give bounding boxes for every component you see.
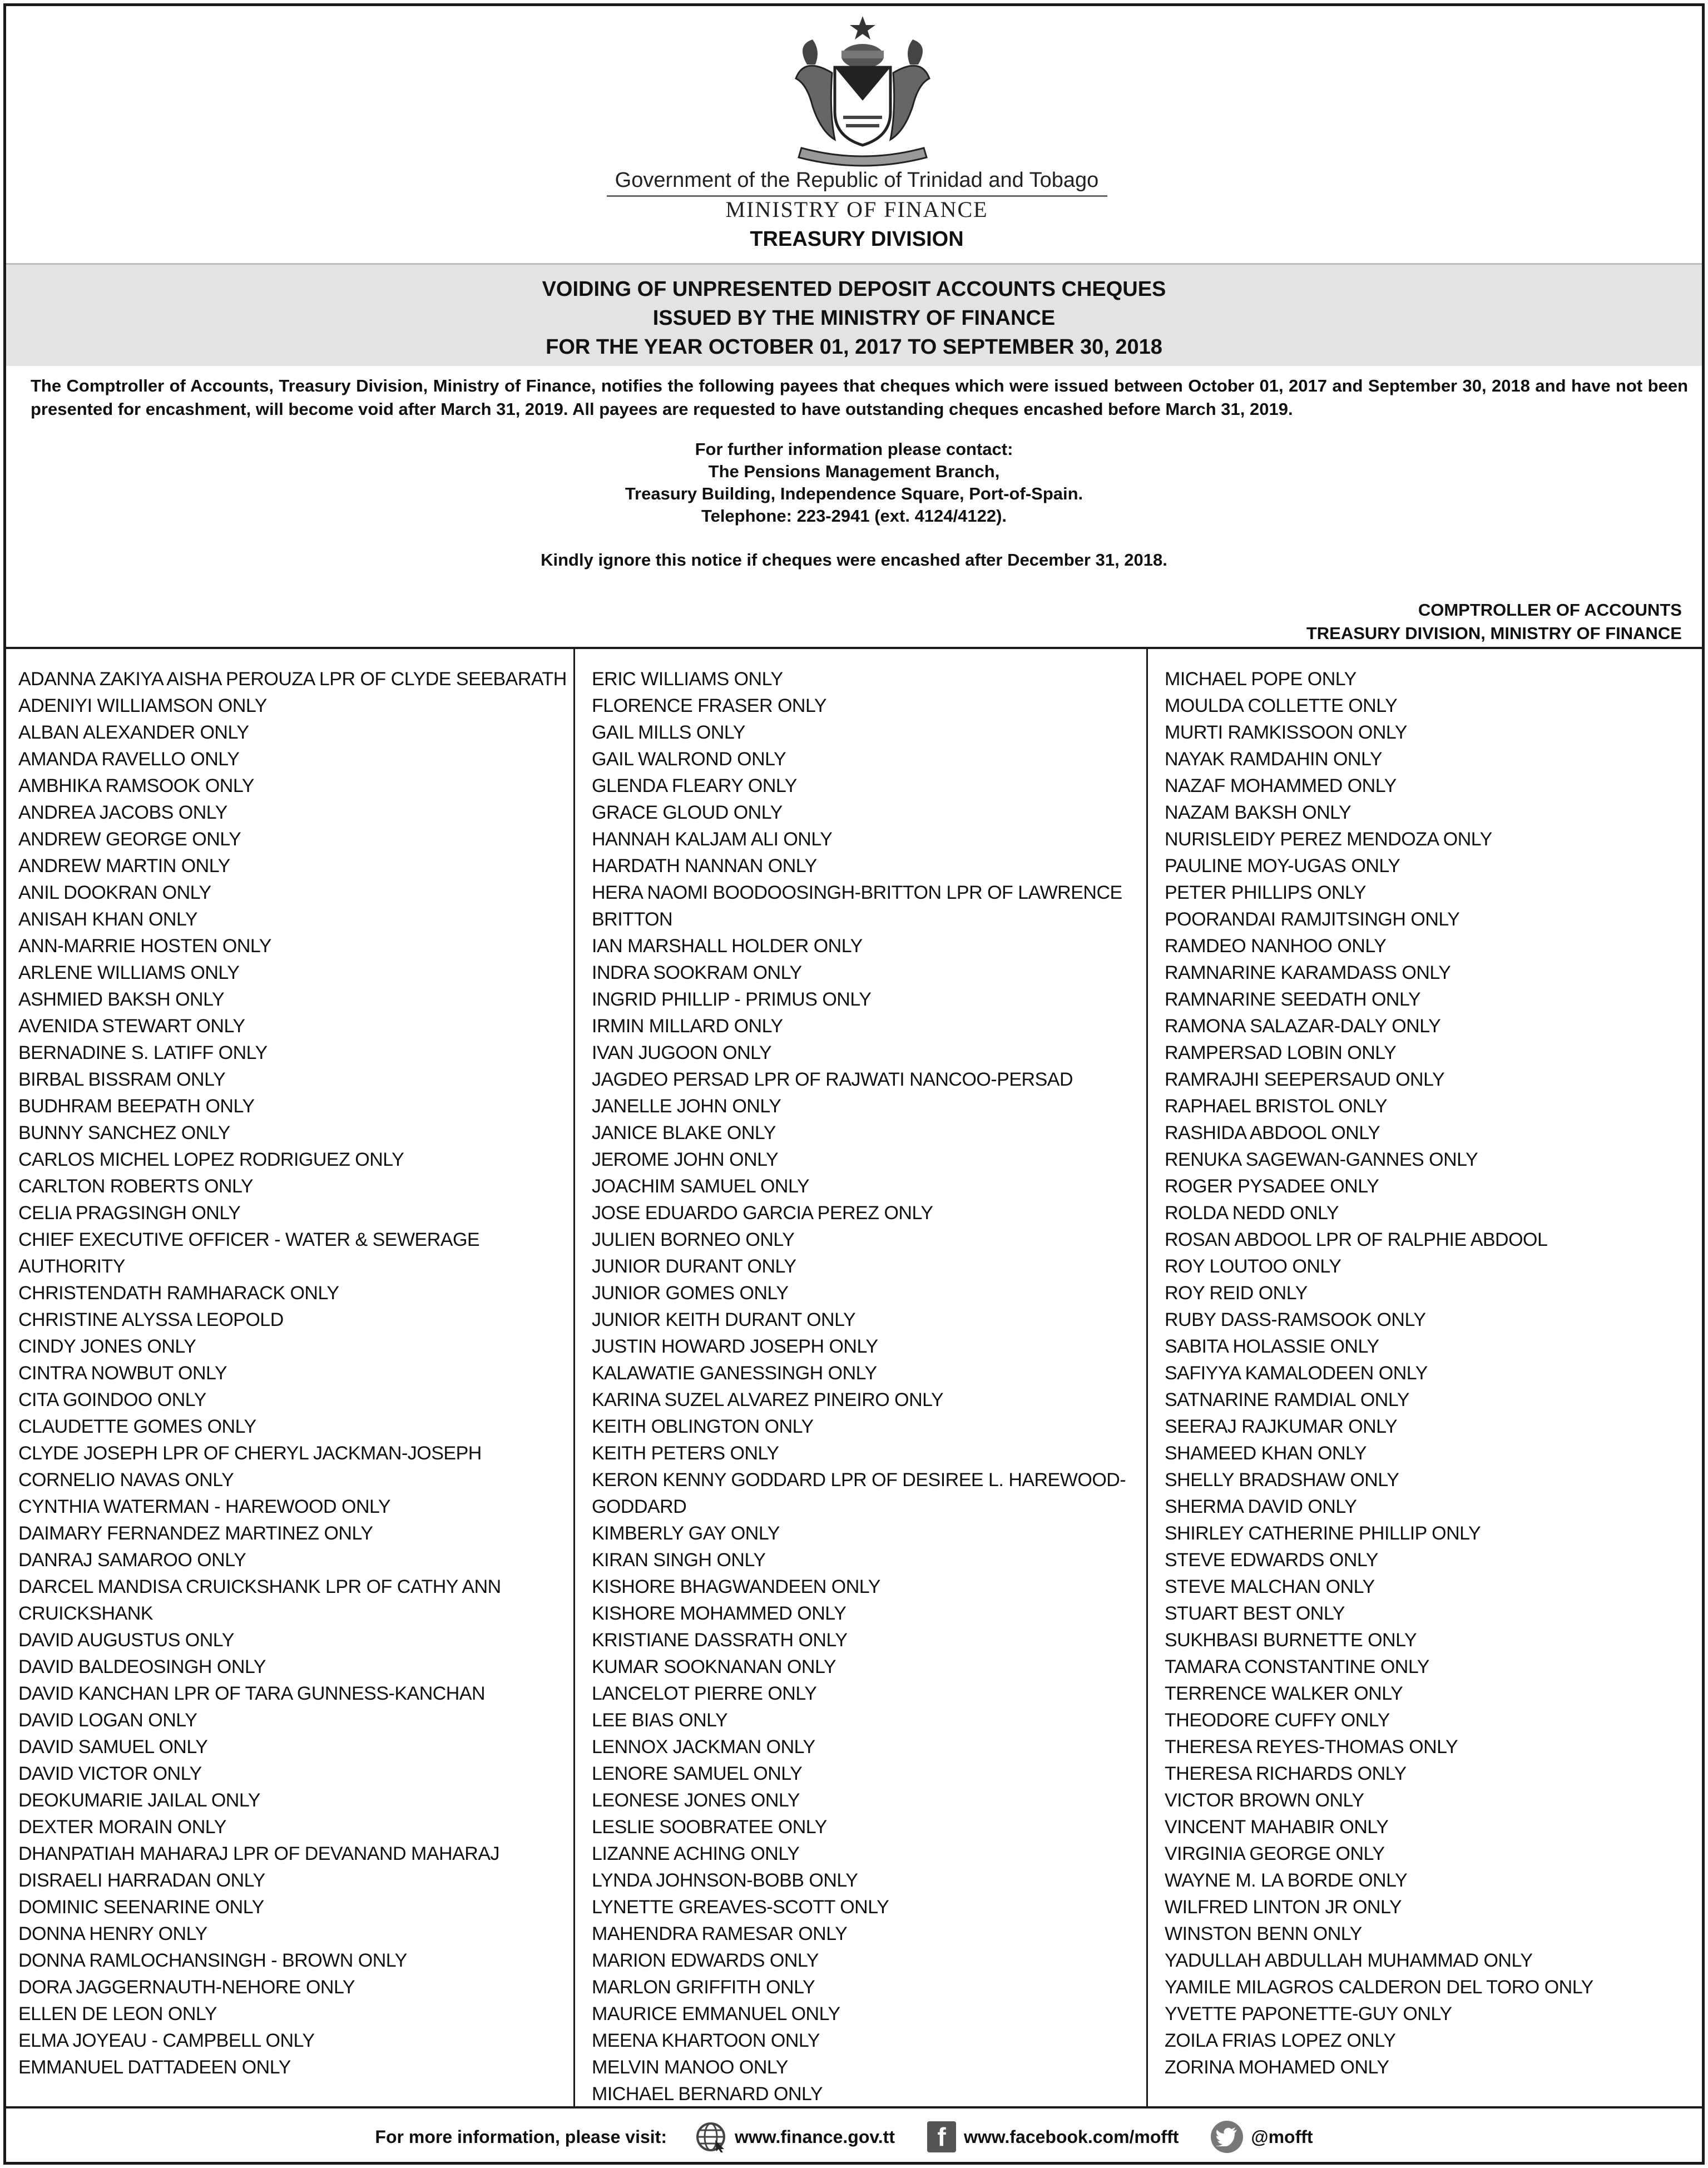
payee-name: MAURICE EMMANUEL ONLY bbox=[592, 2003, 840, 2025]
payee-name: KIRAN SINGH ONLY bbox=[592, 1550, 766, 1571]
payee-name: ERIC WILLIAMS ONLY bbox=[592, 669, 783, 690]
payee-name: YVETTE PAPONETTE-GUY ONLY bbox=[1165, 2003, 1452, 2025]
payee-name: STEVE MALCHAN ONLY bbox=[1165, 1576, 1375, 1597]
payee-name: NAZAF MOHAMMED ONLY bbox=[1165, 775, 1397, 796]
payee-name: SHAMEED KHAN ONLY bbox=[1165, 1443, 1367, 1464]
footer bbox=[6, 2112, 1702, 2162]
payee-name: ROY LOUTOO ONLY bbox=[1165, 1256, 1341, 1277]
payee-name: FLORENCE FRASER ONLY bbox=[592, 695, 827, 716]
payee-name: VICTOR BROWN ONLY bbox=[1165, 1790, 1364, 1811]
payee-name: THEODORE CUFFY ONLY bbox=[1165, 1710, 1390, 1731]
payee-name: ANDREW GEORGE ONLY bbox=[18, 829, 241, 850]
payee-name: RAMRAJHI SEEPERSAUD ONLY bbox=[1165, 1069, 1445, 1090]
payee-name: JULIEN BORNEO ONLY bbox=[592, 1229, 795, 1250]
payee-name: NURISLEIDY PEREZ MENDOZA ONLY bbox=[1165, 829, 1492, 850]
payee-name: ROLDA NEDD ONLY bbox=[1165, 1202, 1339, 1224]
payee-name: PETER PHILLIPS ONLY bbox=[1165, 882, 1367, 903]
payee-name: JAGDEO PERSAD LPR OF RAJWATI NANCOO-PERSAD bbox=[592, 1069, 1073, 1090]
payee-name: YADULLAH ABDULLAH MUHAMMAD ONLY bbox=[1165, 1950, 1533, 1971]
payee-name: KEITH PETERS ONLY bbox=[592, 1443, 779, 1464]
government-name: Government of the Republic of Trinidad and Tobago bbox=[615, 169, 1099, 192]
contact-line-4: Telephone: 223-2941 (ext. 4124/4122). bbox=[701, 506, 1007, 526]
payee-name: GRACE GLOUD ONLY bbox=[592, 802, 783, 823]
payee-name: DORA JAGGERNAUTH-NEHORE ONLY bbox=[18, 1977, 355, 1998]
ministry-name: MINISTRY OF FINANCE bbox=[725, 197, 988, 222]
payee-name: DONNA RAMLOCHANSINGH - BROWN ONLY bbox=[18, 1950, 407, 1971]
payee-name: DEOKUMARIE JAILAL ONLY bbox=[18, 1790, 260, 1811]
payee-name: WAYNE M. LA BORDE ONLY bbox=[1165, 1870, 1408, 1891]
payee-name: JOSE EDUARDO GARCIA PEREZ ONLY bbox=[592, 1202, 933, 1224]
intro-paragraph: The Comptroller of Accounts, Treasury Division, Ministry of Finance, notifies the following payees that cheques which were issued between October 01, 2017 and September 30, 2018 and have not been presented for encashment, will become void after March 31, 2019. All payees are requested to have outstanding cheques encashed before March 31, 2019. bbox=[31, 376, 1688, 419]
payee-name: JUNIOR KEITH DURANT ONLY bbox=[592, 1309, 856, 1330]
signature-line-1: COMPTROLLER OF ACCOUNTS bbox=[1418, 600, 1682, 620]
payee-name: INGRID PHILLIP - PRIMUS ONLY bbox=[592, 989, 872, 1010]
payee-name: LYNETTE GREAVES-SCOTT ONLY bbox=[592, 1897, 889, 1918]
payee-name: EMMANUEL DATTADEEN ONLY bbox=[18, 2057, 291, 2078]
payee-name: CYNTHIA WATERMAN - HAREWOOD ONLY bbox=[18, 1496, 391, 1517]
payee-name: ASHMIED BAKSH ONLY bbox=[18, 989, 225, 1010]
payee-name: DHANPATIAH MAHARAJ LPR OF DEVANAND MAHARAJ bbox=[18, 1843, 500, 1864]
payee-name: CITA GOINDOO ONLY bbox=[18, 1389, 206, 1410]
twitter-icon bbox=[1211, 2121, 1243, 2153]
payee-name: ZOILA FRIAS LOPEZ ONLY bbox=[1165, 2030, 1396, 2051]
payee-name: CLYDE JOSEPH LPR OF CHERYL JACKMAN-JOSEPH bbox=[18, 1443, 482, 1464]
payee-name: ANIL DOOKRAN ONLY bbox=[18, 882, 211, 903]
payee-name: KALAWATIE GANESSINGH ONLY bbox=[592, 1363, 877, 1384]
signature-line-2: TREASURY DIVISION, MINISTRY OF FINANCE bbox=[1306, 623, 1682, 643]
facebook-link[interactable] bbox=[927, 2121, 1179, 2152]
payee-name: RAMONA SALAZAR-DALY ONLY bbox=[1165, 1016, 1441, 1037]
payee-name: JANICE BLAKE ONLY bbox=[592, 1122, 776, 1144]
payee-name: DAVID BALDEOSINGH ONLY bbox=[18, 1656, 266, 1677]
title-line-2: ISSUED BY THE MINISTRY OF FINANCE bbox=[652, 306, 1056, 330]
payee-name: DOMINIC SEENARINE ONLY bbox=[18, 1897, 264, 1918]
facebook-url: www.facebook.com/mofft bbox=[963, 2126, 1179, 2147]
payee-list bbox=[6, 647, 1702, 2108]
payee-name: CHRISTINE ALYSSA LEOPOLD bbox=[18, 1309, 284, 1330]
payee-name: ANDREW MARTIN ONLY bbox=[18, 855, 230, 877]
website-link[interactable] bbox=[695, 2121, 895, 2153]
website-url: www.finance.gov.tt bbox=[734, 2126, 895, 2147]
payee-name: CELIA PRAGSINGH ONLY bbox=[18, 1202, 241, 1224]
payee-name: ROY REID ONLY bbox=[1165, 1283, 1308, 1304]
payee-name: HERA NAOMI BOODOOSINGH-BRITTON LPR OF LAWRENCE BRITTON bbox=[592, 882, 1122, 930]
payee-name: NAYAK RAMDAHIN ONLY bbox=[1165, 749, 1383, 770]
payee-name: MARLON GRIFFITH ONLY bbox=[592, 1977, 815, 1998]
payee-name: ARLENE WILLIAMS ONLY bbox=[18, 962, 240, 983]
payee-name: ADANNA ZAKIYA AISHA PEROUZA LPR OF CLYDE SEEBARATH bbox=[18, 669, 567, 690]
payee-name: ANDREA JACOBS ONLY bbox=[18, 802, 227, 823]
payee-name: LYNDA JOHNSON-BOBB ONLY bbox=[592, 1870, 858, 1891]
payee-name: MAHENDRA RAMESAR ONLY bbox=[592, 1923, 848, 1944]
contact-line-2: The Pensions Management Branch, bbox=[708, 462, 1000, 481]
payee-name: LENNOX JACKMAN ONLY bbox=[592, 1736, 815, 1758]
payee-name: SEERAJ RAJKUMAR ONLY bbox=[1165, 1416, 1398, 1437]
payee-name: JUSTIN HOWARD JOSEPH ONLY bbox=[592, 1336, 878, 1357]
payee-name: ANN-MARRIE HOSTEN ONLY bbox=[18, 935, 271, 957]
payee-name: ALBAN ALEXANDER ONLY bbox=[18, 722, 249, 743]
payee-name: RUBY DASS-RAMSOOK ONLY bbox=[1165, 1309, 1426, 1330]
facebook-icon: f bbox=[927, 2121, 956, 2152]
payee-name: KIMBERLY GAY ONLY bbox=[592, 1523, 780, 1544]
payee-name: VINCENT MAHABIR ONLY bbox=[1165, 1816, 1389, 1838]
payee-name: CHIEF EXECUTIVE OFFICER - WATER & SEWERAGE AUTHORITY bbox=[18, 1229, 480, 1277]
payee-name: KUMAR SOOKNANAN ONLY bbox=[592, 1656, 836, 1677]
payee-name: MICHAEL POPE ONLY bbox=[1165, 669, 1357, 690]
payee-name: LANCELOT PIERRE ONLY bbox=[592, 1683, 817, 1704]
payee-name: CINDY JONES ONLY bbox=[18, 1336, 196, 1357]
payee-name: JUNIOR DURANT ONLY bbox=[592, 1256, 796, 1277]
payee-name: DAVID AUGUSTUS ONLY bbox=[18, 1630, 234, 1651]
payee-name: LESLIE SOOBRATEE ONLY bbox=[592, 1816, 827, 1838]
payee-name: STUART BEST ONLY bbox=[1165, 1603, 1345, 1624]
payee-name: KERON KENNY GODDARD LPR OF DESIREE L. HAREWOOD-GODDARD bbox=[592, 1469, 1126, 1517]
payee-name: AMANDA RAVELLO ONLY bbox=[18, 749, 240, 770]
payee-name: MELVIN MANOO ONLY bbox=[592, 2057, 788, 2078]
payee-name: CLAUDETTE GOMES ONLY bbox=[18, 1416, 256, 1437]
payee-name: JEROME JOHN ONLY bbox=[592, 1149, 779, 1170]
payee-name: MEENA KHARTOON ONLY bbox=[592, 2030, 820, 2051]
payee-name: POORANDAI RAMJITSINGH ONLY bbox=[1165, 909, 1460, 930]
payee-name: ROGER PYSADEE ONLY bbox=[1165, 1176, 1379, 1197]
payee-name: RAMNARINE SEEDATH ONLY bbox=[1165, 989, 1421, 1010]
payee-name: GAIL WALROND ONLY bbox=[592, 749, 786, 770]
payee-name: RENUKA SAGEWAN-GANNES ONLY bbox=[1165, 1149, 1478, 1170]
twitter-handle: @mofft bbox=[1251, 2126, 1313, 2147]
payee-name: DARCEL MANDISA CRUICKSHANK LPR OF CATHY ANN CRUICKSHANK bbox=[18, 1576, 501, 1624]
payee-name: IVAN JUGOON ONLY bbox=[592, 1042, 772, 1063]
payee-name: CHRISTENDATH RAMHARACK ONLY bbox=[18, 1283, 339, 1304]
payee-name: MURTI RAMKISSOON ONLY bbox=[1165, 722, 1407, 743]
payee-name: WILFRED LINTON JR ONLY bbox=[1165, 1897, 1402, 1918]
payee-name: HARDATH NANNAN ONLY bbox=[592, 855, 817, 877]
payee-name: SHIRLEY CATHERINE PHILLIP ONLY bbox=[1165, 1523, 1481, 1544]
payee-name: LENORE SAMUEL ONLY bbox=[592, 1763, 803, 1784]
payee-name: BIRBAL BISSRAM ONLY bbox=[18, 1069, 226, 1090]
payee-name: MICHAEL BERNARD ONLY bbox=[592, 2083, 823, 2105]
payee-name: LEONESE JONES ONLY bbox=[592, 1790, 800, 1811]
payee-name: BUNNY SANCHEZ ONLY bbox=[18, 1122, 230, 1144]
payee-column-1 bbox=[18, 666, 575, 2106]
payee-name: ADENIYI WILLIAMSON ONLY bbox=[18, 695, 267, 716]
payee-name: THERESA REYES-THOMAS ONLY bbox=[1165, 1736, 1458, 1758]
payee-name: RAPHAEL BRISTOL ONLY bbox=[1165, 1096, 1388, 1117]
payee-name: SHELLY BRADSHAW ONLY bbox=[1165, 1469, 1399, 1491]
ignore-note: Kindly ignore this notice if cheques were encashed after December 31, 2018. bbox=[541, 550, 1167, 570]
payee-name: KISHORE BHAGWANDEEN ONLY bbox=[592, 1576, 880, 1597]
payee-name: AMBHIKA RAMSOOK ONLY bbox=[18, 775, 254, 796]
payee-name: DEXTER MORAIN ONLY bbox=[18, 1816, 226, 1838]
payee-name: VIRGINIA GEORGE ONLY bbox=[1165, 1843, 1385, 1864]
payee-column-3 bbox=[1165, 666, 1699, 2106]
payee-name: TAMARA CONSTANTINE ONLY bbox=[1165, 1656, 1429, 1677]
payee-name: DAVID SAMUEL ONLY bbox=[18, 1736, 208, 1758]
payee-name: SABITA HOLASSIE ONLY bbox=[1165, 1336, 1379, 1357]
payee-name: SAFIYYA KAMALODEEN ONLY bbox=[1165, 1363, 1428, 1384]
payee-name: JOACHIM SAMUEL ONLY bbox=[592, 1176, 810, 1197]
payee-name: GAIL MILLS ONLY bbox=[592, 722, 745, 743]
payee-name: RAMPERSAD LOBIN ONLY bbox=[1165, 1042, 1397, 1063]
payee-name: WINSTON BENN ONLY bbox=[1165, 1923, 1362, 1944]
payee-name: RASHIDA ABDOOL ONLY bbox=[1165, 1122, 1380, 1144]
payee-name: TERRENCE WALKER ONLY bbox=[1165, 1683, 1403, 1704]
payee-column-2 bbox=[592, 666, 1148, 2106]
payee-name: NAZAM BAKSH ONLY bbox=[1165, 802, 1351, 823]
payee-name: GLENDA FLEARY ONLY bbox=[592, 775, 797, 796]
payee-name: DAVID KANCHAN LPR OF TARA GUNNESS-KANCHAN bbox=[18, 1683, 486, 1704]
payee-name: DAIMARY FERNANDEZ MARTINEZ ONLY bbox=[18, 1523, 373, 1544]
payee-name: KRISTIANE DASSRATH ONLY bbox=[592, 1630, 848, 1651]
payee-name: ROSAN ABDOOL LPR OF RALPHIE ABDOOL bbox=[1165, 1229, 1548, 1250]
payee-name: DAVID LOGAN ONLY bbox=[18, 1710, 197, 1731]
payee-name: BERNADINE S. LATIFF ONLY bbox=[18, 1042, 268, 1063]
globe-icon bbox=[695, 2121, 727, 2153]
payee-name: LEE BIAS ONLY bbox=[592, 1710, 728, 1731]
division-name: TREASURY DIVISION bbox=[750, 227, 964, 251]
payee-name: JANELLE JOHN ONLY bbox=[592, 1096, 781, 1117]
payee-name: IAN MARSHALL HOLDER ONLY bbox=[592, 935, 863, 957]
payee-name: CINTRA NOWBUT ONLY bbox=[18, 1363, 227, 1384]
payee-name: DAVID VICTOR ONLY bbox=[18, 1763, 202, 1784]
payee-name: HANNAH KALJAM ALI ONLY bbox=[592, 829, 833, 850]
payee-name: ELMA JOYEAU - CAMPBELL ONLY bbox=[18, 2030, 315, 2051]
payee-name: KISHORE MOHAMMED ONLY bbox=[592, 1603, 846, 1624]
contact-line-3: Treasury Building, Independence Square, Port-of-Spain. bbox=[625, 484, 1083, 503]
signature-block bbox=[1306, 598, 1682, 645]
payee-name: JUNIOR GOMES ONLY bbox=[592, 1283, 789, 1304]
payee-name: KARINA SUZEL ALVAREZ PINEIRO ONLY bbox=[592, 1389, 944, 1410]
payee-name: AVENIDA STEWART ONLY bbox=[18, 1016, 245, 1037]
payee-name: YAMILE MILAGROS CALDERON DEL TORO ONLY bbox=[1165, 1977, 1593, 1998]
twitter-link[interactable] bbox=[1211, 2121, 1313, 2153]
payee-name: ANISAH KHAN ONLY bbox=[18, 909, 198, 930]
payee-name: SUKHBASI BURNETTE ONLY bbox=[1165, 1630, 1417, 1651]
payee-name: DISRAELI HARRADAN ONLY bbox=[18, 1870, 265, 1891]
payee-name: MOULDA COLLETTE ONLY bbox=[1165, 695, 1398, 716]
payee-name: THERESA RICHARDS ONLY bbox=[1165, 1763, 1407, 1784]
title-line-3: FOR THE YEAR OCTOBER 01, 2017 TO SEPTEMBER 30, 2018 bbox=[546, 335, 1162, 359]
title-line-1: VOIDING OF UNPRESENTED DEPOSIT ACCOUNTS CHEQUES bbox=[542, 278, 1166, 301]
payee-name: PAULINE MOY-UGAS ONLY bbox=[1165, 855, 1400, 877]
payee-name: DANRAJ SAMAROO ONLY bbox=[18, 1550, 246, 1571]
payee-name: CARLOS MICHEL LOPEZ RODRIGUEZ ONLY bbox=[18, 1149, 404, 1170]
payee-name: KEITH OBLINGTON ONLY bbox=[592, 1416, 814, 1437]
coat-of-arms-logo bbox=[774, 12, 952, 173]
payee-name: CORNELIO NAVAS ONLY bbox=[18, 1469, 234, 1491]
payee-name: BUDHRAM BEEPATH ONLY bbox=[18, 1096, 255, 1117]
payee-name: RAMNARINE KARAMDASS ONLY bbox=[1165, 962, 1451, 983]
payee-name: ZORINA MOHAMED ONLY bbox=[1165, 2057, 1389, 2078]
payee-name: IRMIN MILLARD ONLY bbox=[592, 1016, 783, 1037]
payee-name: DONNA HENRY ONLY bbox=[18, 1923, 207, 1944]
contact-block bbox=[6, 438, 1702, 527]
payee-name: CARLTON ROBERTS ONLY bbox=[18, 1176, 254, 1197]
payee-name: SATNARINE RAMDIAL ONLY bbox=[1165, 1389, 1409, 1410]
contact-line-1: For further information please contact: bbox=[695, 439, 1013, 459]
payee-name: LIZANNE ACHING ONLY bbox=[592, 1843, 800, 1864]
payee-name: SHERMA DAVID ONLY bbox=[1165, 1496, 1357, 1517]
notice-frame bbox=[3, 3, 1705, 2165]
footer-lead: For more information, please visit: bbox=[375, 2126, 667, 2147]
payee-name: MARION EDWARDS ONLY bbox=[592, 1950, 819, 1971]
payee-name: INDRA SOOKRAM ONLY bbox=[592, 962, 802, 983]
payee-name: RAMDEO NANHOO ONLY bbox=[1165, 935, 1387, 957]
payee-name: ELLEN DE LEON ONLY bbox=[18, 2003, 217, 2025]
notice-title-banner bbox=[6, 263, 1702, 366]
payee-name: STEVE EDWARDS ONLY bbox=[1165, 1550, 1378, 1571]
